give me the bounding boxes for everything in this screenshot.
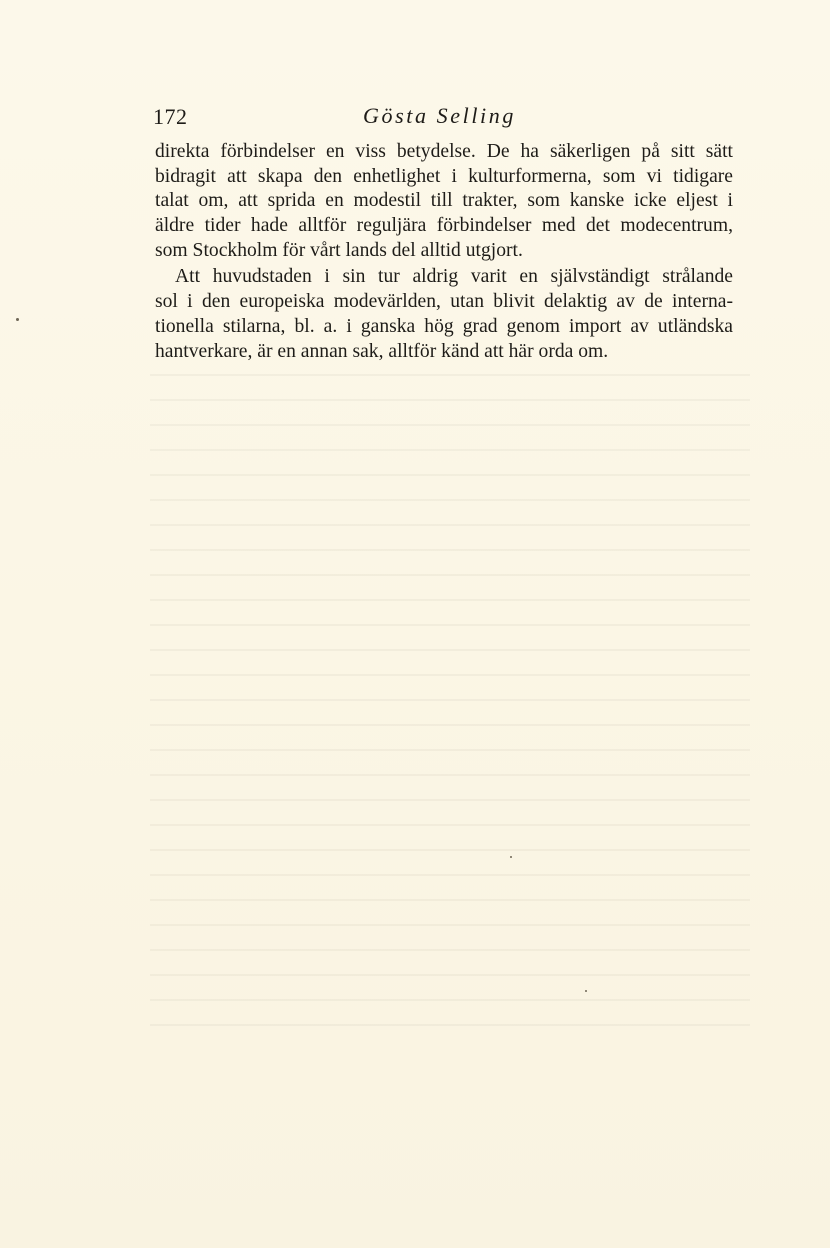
paper-speck [16,318,19,321]
text-line: tionella stilarna, bl. a. i ganska hög grad genom import av utländska [155,315,733,337]
paper-speck [585,990,587,992]
text-line: bidragit att skapa den enhetlighet i kulturformerna, som vi tidigare [155,165,733,187]
show-through-text [150,360,750,1040]
text-line: talat om, att sprida en modestil till trakter, som kanske icke eljest i [155,190,733,212]
text-line: direkta förbindelser en viss betydelse. De ha säkerligen på sitt sätt [155,141,733,162]
text-line: hantverkare, är en annan sak, alltför känd att här orda om. [155,340,609,362]
text-line: sol i den europeiska modevärlden, utan blivit delaktig av de interna- [155,291,733,313]
running-head: Gösta Selling [363,103,516,128]
text-line: som Stockholm för vårt lands del alltid utgjort. [155,239,523,261]
text-line: Att huvudstaden i sin tur aldrig varit en självständigt strålande [175,266,733,288]
body-text [155,140,733,364]
paper-speck [510,856,512,858]
text-line: äldre tider hade alltför reguljära förbindelser med det modecentrum, [155,215,733,237]
page-number: 172 [153,104,188,129]
